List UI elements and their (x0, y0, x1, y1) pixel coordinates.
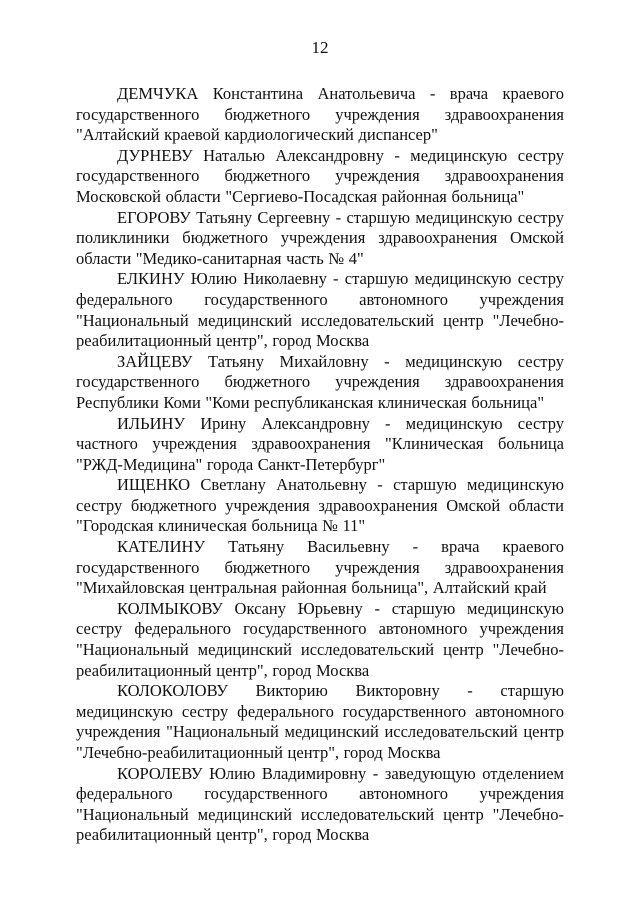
award-entry: КАТЕЛИНУ Татьяну Васильевну - врача краевого государственного бюджетного учреждения здравоохранения "Михайловская центральная районная больница", Алтайский край (76, 537, 564, 598)
award-entry: КОРОЛЕВУ Юлию Владимировну - заведующую отделением федерального государственного автономного учреждения "Национальный медицинский исследовательский центр "Лечебно-реабилитационный центр", город Москва (76, 763, 564, 845)
award-entry: ЗАЙЦЕВУ Татьяну Михайловну - медицинскую сестру государственного бюджетного учреждения здравоохранения Республики Коми "Коми республиканская клиническая больница" (76, 351, 564, 412)
page-number: 12 (311, 38, 329, 57)
award-entry: ЕГОРОВУ Татьяну Сергеевну - старшую медицинскую сестру поликлиники бюджетного учреждения здравоохранения Омской области "Медико-санитарная часть № 4" (76, 207, 564, 268)
award-entry: КОЛМЫКОВУ Оксану Юрьевну - старшую медицинскую сестру федерального государственного автономного учреждения "Национальный медицинский исследовательский центр "Лечебно-реабилитационный центр", город Москва (76, 598, 564, 680)
award-entry: ДЕМЧУКА Константина Анатольевича - врача краевого государственного бюджетного учреждения здравоохранения "Алтайский краевой кардиологический диспансер" (76, 84, 564, 145)
award-entry: ИЩЕНКО Светлану Анатольевну - старшую медицинскую сестру бюджетного учреждения здравоохранения Омской области "Городская клиническая больница № 11" (76, 475, 564, 536)
award-entry: ДУРНЕВУ Наталью Александровну - медицинскую сестру государственного бюджетного учреждения здравоохранения Московской области "Сергиево-Посадская районная больница" (76, 145, 564, 206)
document-body (76, 84, 564, 846)
award-entry: ЕЛКИНУ Юлию Николаевну - старшую медицинскую сестру федерального государственного автономного учреждения "Национальный медицинский исследовательский центр "Лечебно-реабилитационный центр", город Москва (76, 269, 564, 351)
award-entry: КОЛОКОЛОВУ Викторию Викторовну - старшую медицинскую сестру федерального государственного автономного учреждения "Национальный медицинский исследовательский центр "Лечебно-реабилитационный центр", город Москва (76, 681, 564, 762)
award-entry: ИЛЬИНУ Ирину Александровну - медицинскую сестру частного учреждения здравоохранения "Клиническая больница "РЖД-Медицина" города Санкт-Петербург" (76, 413, 564, 474)
